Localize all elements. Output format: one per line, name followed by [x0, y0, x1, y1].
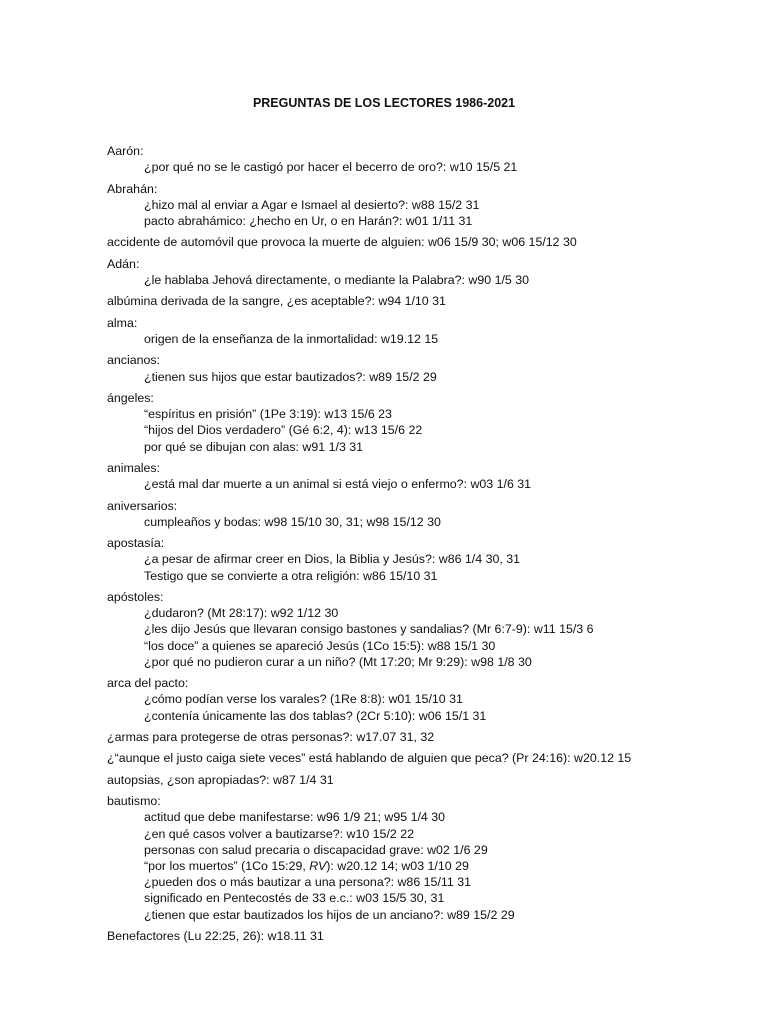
index-entry — [107, 928, 738, 944]
entry-heading: accidente de automóvil que provoca la muerte de alguien: w06 15/9 30; w06 15/12 30 — [107, 235, 577, 250]
index-entry — [107, 535, 738, 584]
entry-subitem: cumpleaños y bodas: w98 15/10 30, 31; w98 15/12 30 — [144, 514, 441, 529]
index-entry — [107, 729, 738, 745]
entry-heading: autopsias, ¿son apropiadas?: w87 1/4 31 — [107, 772, 334, 787]
index-entry — [107, 256, 738, 288]
entry-subitem: significado en Pentecostés de 33 e.c.: w03 15/5 30, 31 — [144, 891, 445, 906]
entry-subitem: ¿tienen que estar bautizados los hijos de un anciano?: w89 15/2 29 — [144, 907, 515, 922]
entry-heading: apostasía: — [107, 536, 165, 551]
index-entry — [107, 352, 738, 384]
entry-subitem: ¿por qué no se le castigó por hacer el becerro de oro?: w10 15/5 21 — [144, 160, 518, 175]
index-entry — [107, 772, 738, 788]
subitem-text-rest: ): w20.12 14; w03 1/10 29 — [326, 858, 469, 873]
entry-subitem: ¿por qué no pudieron curar a un niño? (Mt 17:20; Mr 9:29): w98 1/8 30 — [144, 654, 532, 669]
index-entry — [107, 143, 738, 175]
entry-heading: Aarón: — [107, 144, 144, 158]
entry-heading: arca del pacto: — [107, 676, 189, 691]
entry-heading: alma: — [107, 315, 138, 330]
index-entry — [107, 589, 738, 670]
entry-heading: aniversarios: — [107, 498, 178, 513]
index-entry — [107, 460, 738, 492]
entry-subitem: ¿a pesar de afirmar creer en Dios, la Biblia y Jesús?: w86 1/4 30, 31 — [144, 552, 521, 567]
index-entry — [107, 498, 738, 530]
subitem-text: “por los muertos” (1Co 15:29, — [144, 858, 310, 873]
entry-subitem: ¿pueden dos o más bautizar a una persona?: w86 15/11 31 — [144, 875, 471, 890]
entry-subitem: “hijos del Dios verdadero” (Gé 6:2, 4): w13 15/6 22 — [144, 423, 423, 438]
index-entry — [107, 750, 738, 766]
entry-subitem: Testigo que se convierte a otra religión: w86 15/10 31 — [144, 568, 438, 583]
entry-heading: ángeles: — [107, 390, 154, 405]
entry-subitem: “espíritus en prisión” (1Pe 3:19): w13 15/6 23 — [144, 407, 392, 422]
entry-heading: ancianos: — [107, 353, 161, 368]
index-entry — [107, 293, 738, 309]
index-entry — [107, 315, 738, 347]
index-entry — [107, 234, 738, 250]
entry-subitem: ¿cómo podían verse los varales? (1Re 8:8): w01 15/10 31 — [144, 692, 463, 707]
entry-subitem: pacto abrahámico: ¿hecho en Ur, o en Harán?: w01 1/11 31 — [144, 214, 473, 228]
entry-heading: apóstoles: — [107, 589, 164, 604]
entry-subitem: “los doce” a quienes se apareció Jesús (1Co 15:5): w88 15/1 30 — [144, 638, 496, 653]
entry-heading: Benefactores (Lu 22:25, 26): w18.11 31 — [107, 928, 324, 943]
entry-subitem: ¿hizo mal al enviar a Agar e Ismael al desierto?: w88 15/2 31 — [144, 197, 480, 212]
entry-heading: ¿“aunque el justo caiga siete veces” está hablando de alguien que peca? (Pr 24:16): w20.12 15 — [107, 751, 632, 766]
page-title: PREGUNTAS DE LOS LECTORES 1986-2021 — [252, 96, 516, 110]
entry-subitem: personas con salud precaria o discapacidad grave: w02 1/6 29 — [144, 842, 488, 857]
subitem-italic: RV — [309, 858, 327, 873]
entry-heading: Abrahán: — [107, 181, 158, 196]
index-entry — [107, 793, 738, 923]
index-entry — [107, 390, 738, 455]
entry-subitem — [107, 858, 738, 874]
entry-subitem: ¿tienen sus hijos que estar bautizados?: w89 15/2 29 — [144, 369, 437, 384]
entry-subitem: actitud que debe manifestarse: w96 1/9 21; w95 1/4 30 — [144, 810, 446, 825]
entry-subitem: ¿dudaron? (Mt 28:17): w92 1/12 30 — [144, 606, 339, 621]
entry-heading: ¿armas para protegerse de otras personas?: w17.07 31, 32 — [107, 729, 435, 744]
entry-subitem: ¿contenía únicamente las dos tablas? (2Cr 5:10): w06 15/1 31 — [144, 708, 487, 723]
entry-subitem: origen de la enseñanza de la inmortalidad: w19.12 15 — [144, 331, 439, 346]
entry-heading: Adán: — [107, 256, 140, 271]
entry-heading: albúmina derivada de la sangre, ¿es aceptable?: w94 1/10 31 — [107, 294, 446, 309]
index-entry — [107, 181, 738, 230]
entry-subitem: ¿está mal dar muerte a un animal si está viejo o enfermo?: w03 1/6 31 — [144, 477, 532, 492]
entry-subitem: por qué se dibujan con alas: w91 1/3 31 — [144, 439, 364, 454]
entry-subitem: ¿les dijo Jesús que llevaran consigo bastones y sandalias? (Mr 6:7-9): w11 15/3 6 — [144, 622, 594, 637]
entry-subitem: ¿le hablaba Jehová directamente, o mediante la Palabra?: w90 1/5 30 — [144, 272, 530, 287]
entry-heading: bautismo: — [107, 794, 161, 809]
entry-heading: animales: — [107, 460, 161, 475]
index-entry — [107, 675, 738, 724]
entry-subitem: ¿en qué casos volver a bautizarse?: w10 15/2 22 — [144, 826, 415, 841]
entries-list — [107, 143, 738, 949]
